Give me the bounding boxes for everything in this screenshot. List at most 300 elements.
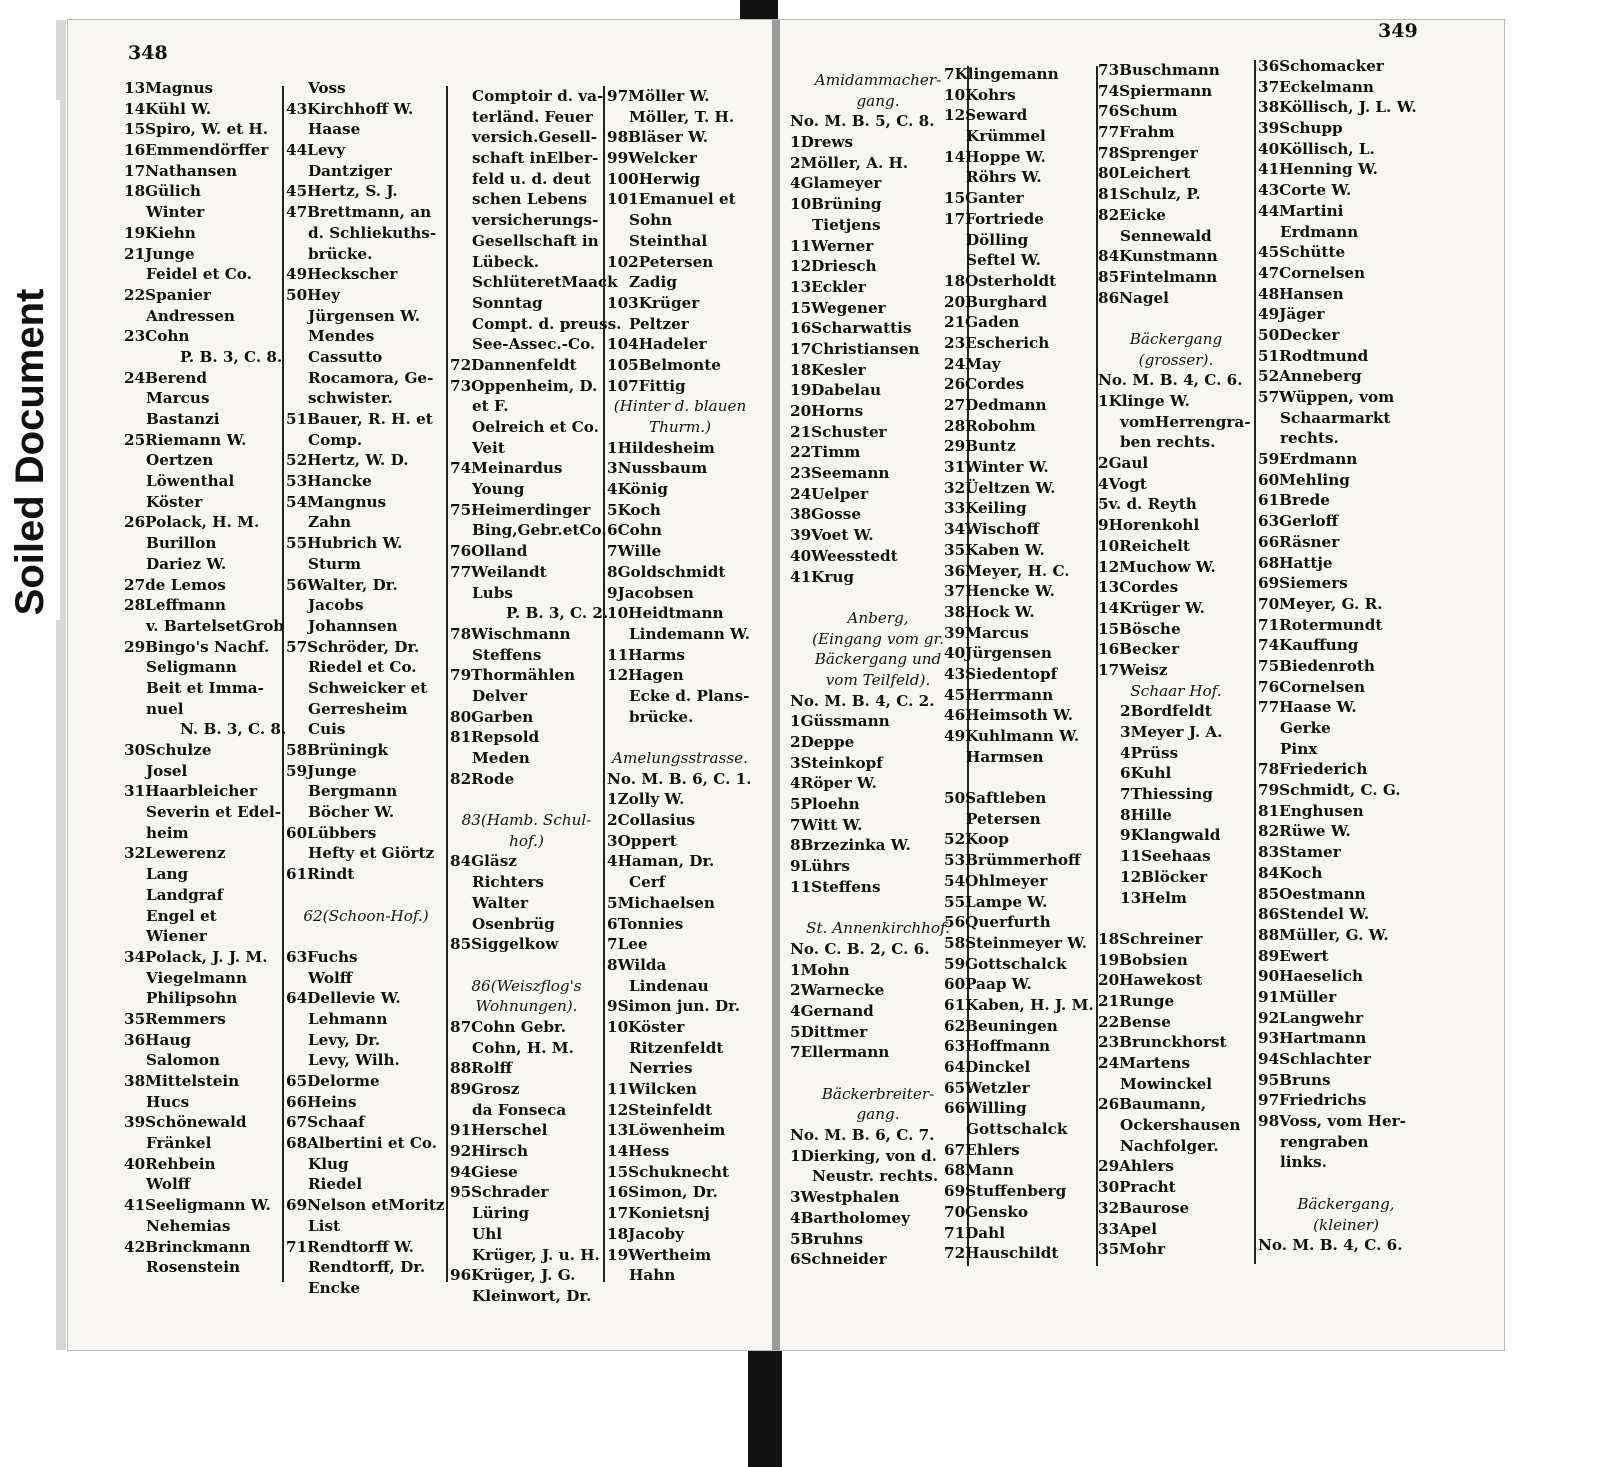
directory-entry: Ockershausen bbox=[1120, 1116, 1241, 1135]
directory-entry: 97Friedrichs bbox=[1258, 1091, 1367, 1110]
directory-entry: 14Hoppe W. bbox=[944, 147, 1046, 166]
directory-entry: 83Stamer bbox=[1258, 843, 1341, 862]
directory-entry: heim bbox=[146, 823, 189, 842]
directory-entry: 36Meyer, H. C. bbox=[944, 561, 1070, 580]
directory-entry: No. M. B. 4, C. 6. bbox=[1098, 371, 1243, 390]
directory-entry: 76Olland bbox=[450, 542, 528, 561]
directory-entry: 100Herwig bbox=[607, 169, 701, 188]
directory-entry: 15Wegener bbox=[790, 298, 886, 317]
directory-entry: 74Spiermann bbox=[1098, 81, 1213, 100]
directory-entry: 101Emanuel et bbox=[607, 190, 736, 209]
directory-entry: Köster bbox=[146, 492, 203, 511]
right-page-number: 349 bbox=[1378, 20, 1418, 42]
directory-entry: 59Gottschalck bbox=[944, 954, 1067, 973]
directory-entry: 69Stuffenberg bbox=[944, 1182, 1067, 1201]
directory-entry: 24Uelper bbox=[790, 484, 869, 503]
directory-entry: 15Schuknecht bbox=[607, 1162, 729, 1181]
directory-entry: 8Brzezinka W. bbox=[790, 836, 911, 855]
directory-entry: 15Bösche bbox=[1098, 619, 1181, 638]
directory-entry: 23Cohn bbox=[124, 327, 190, 346]
directory-entry: 38Köllisch, J. L. W. bbox=[1258, 98, 1417, 117]
directory-entry: 19Kiehn bbox=[124, 223, 196, 242]
directory-entry: 5Koch bbox=[607, 500, 661, 519]
directory-entry: versicherungs- bbox=[472, 211, 599, 230]
directory-entry: 29Bingo's Nachf. bbox=[124, 637, 270, 656]
directory-entry: 45Schütte bbox=[1258, 243, 1346, 262]
directory-entry: 52Koop bbox=[944, 830, 1009, 849]
directory-entry: 93Hartmann bbox=[1258, 1029, 1367, 1048]
directory-entry: 98Bläser W. bbox=[607, 128, 709, 147]
directory-entry: 17Christiansen bbox=[790, 339, 920, 358]
directory-entry: N. B. 3, C. 8. bbox=[180, 720, 287, 739]
directory-entry: 82Rüwe W. bbox=[1258, 822, 1351, 841]
directory-entry: 8Hille bbox=[1120, 805, 1172, 824]
directory-entry: 94Schlachter bbox=[1258, 1050, 1371, 1068]
directory-entry: 104Hadeler bbox=[607, 335, 707, 354]
directory-entry: 12Blöcker bbox=[1120, 867, 1208, 886]
directory-entry: 15Spiro, W. et H. bbox=[124, 120, 269, 139]
directory-entry: 11Werner bbox=[790, 236, 874, 255]
column-rule bbox=[1254, 60, 1256, 1264]
section-separator bbox=[790, 1063, 966, 1084]
directory-entry: 33Apel bbox=[1098, 1219, 1157, 1238]
directory-entry: 42Brinckmann bbox=[124, 1237, 251, 1256]
directory-entry: Dantziger bbox=[308, 161, 392, 180]
directory-entry: 7Lee bbox=[607, 935, 648, 954]
directory-entry: 55Lampe W. bbox=[944, 892, 1048, 911]
directory-entry: 3Westphalen bbox=[790, 1188, 900, 1207]
directory-entry: 12Hagen bbox=[607, 666, 684, 685]
directory-entry: 49Heckscher bbox=[286, 265, 398, 284]
directory-entry: 29Ahlers bbox=[1098, 1157, 1174, 1176]
directory-entry: 6Kuhl bbox=[1120, 764, 1172, 783]
directory-entry: Wolff bbox=[308, 968, 353, 987]
directory-entry: 12Driesch bbox=[790, 257, 877, 276]
directory-entry: Lindemann W. bbox=[629, 624, 751, 643]
directory-entry: No. C. B. 2, C. 6. bbox=[790, 939, 930, 958]
directory-entry: 14Kühl W. bbox=[124, 99, 212, 118]
directory-entry: 16Becker bbox=[1098, 640, 1180, 659]
directory-entry: 92Langwehr bbox=[1258, 1008, 1364, 1027]
directory-entry: 2Bordfeldt bbox=[1120, 702, 1212, 721]
directory-entry: nuel bbox=[146, 699, 184, 718]
directory-entry: 38Hock W. bbox=[944, 602, 1035, 621]
directory-entry: SchlüteretMaack bbox=[472, 273, 618, 292]
directory-entry: 80Leichert bbox=[1098, 164, 1191, 183]
directory-entry: 58Brüningk bbox=[286, 741, 389, 759]
directory-entry: 26Cordes bbox=[944, 375, 1025, 394]
column-6 bbox=[944, 64, 1098, 1264]
directory-entry: 51Bauer, R. H. et bbox=[286, 410, 433, 428]
side-tab bbox=[0, 100, 60, 620]
directory-entry: 41Seeligmann W. bbox=[124, 1196, 271, 1215]
directory-entry: 73Oppenheim, D. bbox=[450, 376, 598, 395]
directory-entry: 28Robohm bbox=[944, 416, 1036, 435]
directory-entry: schaft inElber- bbox=[472, 149, 599, 168]
directory-entry: 6Schneider bbox=[790, 1250, 887, 1269]
directory-entry: Levy, Wilh. bbox=[308, 1051, 400, 1070]
directory-entry: Severin et Edel- bbox=[146, 803, 282, 822]
directory-entry: 18Kesler bbox=[790, 360, 866, 379]
section-separator bbox=[790, 587, 966, 608]
directory-entry: 20Horns bbox=[790, 402, 864, 420]
directory-entry: Landgraf bbox=[146, 885, 224, 904]
directory-entry: Zadig bbox=[629, 273, 677, 292]
directory-entry: 36Schomacker bbox=[1258, 57, 1384, 75]
directory-entry: 4König bbox=[607, 480, 668, 499]
directory-entry: 82Rode bbox=[450, 769, 515, 788]
directory-entry: 1Drews bbox=[790, 133, 854, 152]
directory-entry: Levy, Dr. bbox=[308, 1030, 381, 1049]
directory-entry: No. M. B. 4, C. 6. bbox=[1258, 1236, 1403, 1255]
directory-entry: 19Wertheim bbox=[607, 1245, 712, 1264]
directory-entry: 89Ewert bbox=[1258, 946, 1329, 965]
directory-entry: Anberg, bbox=[847, 608, 909, 627]
directory-entry: Böcher W. bbox=[308, 803, 395, 822]
directory-entry: 40Jürgensen bbox=[944, 644, 1052, 663]
directory-entry: Bergmann bbox=[308, 782, 398, 801]
directory-entry: 11Seehaas bbox=[1120, 847, 1211, 866]
directory-entry: 4Vogt bbox=[1098, 474, 1147, 493]
directory-entry: Uhl bbox=[472, 1224, 503, 1243]
directory-entry: Thurm.) bbox=[648, 418, 712, 436]
directory-entry: 12Steinfeldt bbox=[607, 1100, 713, 1119]
directory-entry: 76Cornelsen bbox=[1258, 677, 1366, 696]
directory-entry: 16Emmendörffer bbox=[124, 141, 269, 160]
directory-entry: 38Mittelstein bbox=[124, 1072, 240, 1090]
section-separator bbox=[607, 727, 753, 748]
directory-entry: 6Tonnies bbox=[607, 914, 684, 933]
directory-entry: 81Schulz, P. bbox=[1098, 185, 1201, 204]
directory-entry: 107Fittig bbox=[607, 376, 686, 395]
directory-entry: Lüring bbox=[472, 1204, 530, 1223]
directory-entry: 12Seward bbox=[944, 106, 1028, 125]
directory-entry: 21Runge bbox=[1098, 991, 1175, 1010]
directory-entry: 1Mohn bbox=[790, 960, 850, 979]
directory-entry: Riedel et Co. bbox=[308, 658, 417, 677]
directory-entry: 37Eckelmann bbox=[1258, 77, 1374, 96]
directory-entry: brücke. bbox=[308, 244, 373, 263]
directory-entry: 62(Schoon-Hof.) bbox=[303, 906, 429, 925]
directory-entry: 69Nelson etMoritz bbox=[286, 1196, 445, 1215]
directory-entry: 63Fuchs bbox=[286, 947, 358, 966]
directory-entry: 31Winter W. bbox=[944, 458, 1049, 477]
directory-entry: Meden bbox=[472, 749, 530, 767]
directory-entry: 41Henning W. bbox=[1258, 160, 1378, 179]
column-7 bbox=[1098, 60, 1254, 1260]
spine-top bbox=[740, 0, 778, 22]
directory-entry: 4Bartholomey bbox=[790, 1208, 910, 1227]
directory-entry: 46Heimsoth W. bbox=[944, 706, 1073, 725]
directory-entry: 24May bbox=[944, 354, 1001, 373]
directory-entry: Röhrs W. bbox=[966, 168, 1042, 187]
directory-entry: 62Beuningen bbox=[944, 1016, 1058, 1035]
directory-entry: 83(Hamb. Schul- bbox=[461, 811, 592, 830]
directory-entry: 9Horenkohl bbox=[1098, 516, 1200, 535]
directory-entry: 10Köster bbox=[607, 1017, 685, 1036]
directory-entry: 2Gaul bbox=[1098, 454, 1149, 473]
directory-entry: 53Hancke bbox=[286, 472, 372, 491]
directory-entry: Ritzenfeldt bbox=[629, 1038, 724, 1057]
directory-entry: 2Warnecke bbox=[790, 981, 885, 1000]
directory-entry: 68Hattje bbox=[1258, 553, 1333, 572]
directory-entry: Veit bbox=[472, 438, 505, 457]
directory-entry: 50Saftleben bbox=[944, 789, 1047, 808]
directory-entry: 4Gernand bbox=[790, 1001, 874, 1020]
directory-entry: 84Gläsz bbox=[450, 852, 517, 871]
section-separator bbox=[286, 885, 446, 906]
directory-entry: 73Buschmann bbox=[1098, 61, 1220, 79]
directory-entry: List bbox=[308, 1216, 341, 1235]
directory-entry: 30Schulze bbox=[124, 741, 212, 759]
directory-entry: 13Eckler bbox=[790, 277, 866, 296]
directory-entry: Jürgensen W. bbox=[308, 306, 421, 325]
directory-entry: 51Rodtmund bbox=[1258, 346, 1369, 365]
directory-entry: 58Steinmeyer W. bbox=[944, 933, 1088, 952]
directory-entry: 78Friederich bbox=[1258, 760, 1368, 779]
directory-entry: 88Rolff bbox=[450, 1059, 513, 1078]
directory-entry: Amelungsstrasse. bbox=[612, 749, 748, 767]
directory-entry: Sohn bbox=[629, 211, 673, 230]
directory-entry: 82Eicke bbox=[1098, 205, 1166, 224]
directory-entry: 77Frahm bbox=[1098, 123, 1175, 142]
directory-entry: (kleiner) bbox=[1313, 1215, 1379, 1234]
directory-entry: Burillon bbox=[146, 534, 217, 553]
directory-entry: 75Heimerdinger bbox=[450, 500, 591, 519]
directory-entry: 5Ploehn bbox=[790, 795, 860, 814]
directory-entry: 95Schrader bbox=[450, 1183, 549, 1202]
directory-entry: 105Belmonte bbox=[607, 355, 721, 374]
directory-entry: 18Osterholdt bbox=[944, 271, 1057, 290]
directory-entry: 91Müller bbox=[1258, 987, 1337, 1006]
directory-entry: 75Biedenroth bbox=[1258, 656, 1375, 675]
directory-entry: (grosser). bbox=[1138, 350, 1214, 369]
section-separator bbox=[1098, 308, 1254, 329]
directory-entry: Gerresheim bbox=[308, 699, 408, 718]
directory-entry: Lübeck. bbox=[472, 252, 540, 271]
directory-entry: 18Jacoby bbox=[607, 1224, 684, 1243]
directory-entry: 86(Weiszflog's bbox=[471, 976, 582, 995]
directory-entry: 35Mohr bbox=[1098, 1240, 1166, 1259]
directory-entry: 77Weilandt bbox=[450, 562, 547, 581]
directory-entry: Gottschalck bbox=[966, 1120, 1068, 1139]
directory-entry: Nehemias bbox=[146, 1216, 231, 1235]
column-rule bbox=[603, 86, 605, 1282]
directory-entry: 3Meyer J. A. bbox=[1120, 723, 1223, 741]
directory-entry: 22Timm bbox=[790, 443, 861, 462]
directory-entry: 12Muchow W. bbox=[1098, 557, 1216, 576]
directory-entry: Cerf bbox=[629, 873, 666, 892]
directory-entry: Hahn bbox=[629, 1266, 676, 1285]
directory-entry: 45Herrmann bbox=[944, 685, 1054, 704]
directory-entry: 18Schreiner bbox=[1098, 929, 1203, 948]
directory-entry: 40Rehbein bbox=[124, 1154, 216, 1173]
directory-entry: 23Escherich bbox=[944, 333, 1050, 352]
directory-entry: 32Üeltzen W. bbox=[944, 478, 1056, 497]
directory-entry: Richters bbox=[472, 873, 544, 892]
directory-entry: 9Lührs bbox=[790, 857, 850, 876]
directory-entry: vomHerrengra- bbox=[1120, 412, 1251, 431]
directory-entry: Klug bbox=[308, 1154, 349, 1173]
directory-entry: Sonntag bbox=[472, 293, 543, 312]
directory-entry: 84Koch bbox=[1258, 863, 1323, 882]
directory-entry: 4Glameyer bbox=[790, 174, 882, 193]
directory-entry: 96Krüger, J. G. bbox=[450, 1266, 576, 1285]
directory-entry: 11Harms bbox=[607, 645, 685, 664]
directory-entry: versich.Gesell- bbox=[472, 128, 598, 147]
directory-entry: Rocamora, Ge- bbox=[308, 368, 434, 387]
directory-entry: 79Schmidt, C. G. bbox=[1258, 781, 1401, 800]
directory-entry: Encke bbox=[308, 1278, 361, 1297]
directory-entry: Jacobs bbox=[308, 596, 364, 615]
directory-entry: 40Weesstedt bbox=[790, 546, 898, 565]
directory-entry: 71Dahl bbox=[944, 1223, 1005, 1242]
directory-entry: 34Polack, J. J. M. bbox=[124, 947, 268, 966]
directory-entry: Gesellschaft in bbox=[472, 231, 599, 250]
side-label: Soiled Document bbox=[8, 288, 52, 616]
directory-entry: 23Seemann bbox=[790, 464, 890, 483]
directory-entry: P. B. 3, C. 8. bbox=[180, 347, 283, 366]
directory-entry: 20Hawekost bbox=[1098, 971, 1203, 990]
directory-entry: Bäckergang bbox=[1129, 329, 1223, 348]
directory-entry: 5v. d. Reyth bbox=[1098, 495, 1197, 514]
directory-entry: 76Schum bbox=[1098, 102, 1178, 121]
directory-entry: 91Herschel bbox=[450, 1121, 548, 1140]
directory-entry: 20Burghard bbox=[944, 292, 1048, 311]
directory-entry: 39Schupp bbox=[1258, 119, 1343, 138]
column-8 bbox=[1258, 56, 1434, 1256]
directory-entry: 56Walter, Dr. bbox=[286, 575, 398, 594]
directory-entry: Gerke bbox=[1280, 719, 1331, 737]
directory-entry: 7Ellermann bbox=[790, 1043, 890, 1062]
directory-entry: 1Güssmann bbox=[790, 712, 890, 731]
directory-entry: Zahn bbox=[308, 513, 352, 532]
directory-entry: 5Michaelsen bbox=[607, 893, 715, 912]
directory-entry: (Eingang vom gr. bbox=[812, 629, 944, 648]
directory-entry: 37Hencke W. bbox=[944, 582, 1055, 601]
directory-entry: 44Levy bbox=[286, 141, 346, 160]
directory-entry: Josel bbox=[146, 761, 188, 780]
directory-entry: Riedel bbox=[308, 1175, 363, 1194]
column-5 bbox=[790, 70, 966, 1270]
directory-entry: 22Bense bbox=[1098, 1012, 1171, 1031]
directory-entry: 86Stendel W. bbox=[1258, 905, 1370, 924]
directory-entry: feld u. d. deut bbox=[472, 169, 592, 188]
directory-entry: Osenbrüg bbox=[472, 914, 555, 933]
directory-entry: 50Hey bbox=[286, 285, 340, 304]
spine-bottom bbox=[748, 1342, 782, 1467]
column-3 bbox=[450, 86, 622, 1307]
directory-entry: 102Petersen bbox=[607, 252, 714, 271]
directory-entry: Lang bbox=[146, 865, 189, 884]
directory-entry: Young bbox=[472, 480, 525, 499]
directory-entry: 72Hauschildt bbox=[944, 1244, 1059, 1263]
directory-entry: Andressen bbox=[146, 306, 235, 325]
directory-entry: Kleinwort, Dr. bbox=[472, 1286, 592, 1305]
directory-entry: Sennewald bbox=[1120, 226, 1212, 245]
directory-entry: 11Steffens bbox=[790, 877, 881, 896]
directory-entry: 74Meinardus bbox=[450, 459, 563, 478]
directory-entry: 22Spanier bbox=[124, 285, 212, 304]
directory-entry: Harmsen bbox=[966, 747, 1044, 766]
directory-entry: 48Hansen bbox=[1258, 284, 1344, 303]
directory-entry: 44Martini bbox=[1258, 201, 1344, 220]
directory-entry: gang. bbox=[856, 1105, 900, 1124]
directory-entry: Bastanzi bbox=[146, 410, 220, 428]
directory-entry: 1Dierking, von d. bbox=[790, 1146, 937, 1165]
directory-entry: 54Mangnus bbox=[286, 492, 387, 511]
directory-entry: Steinthal bbox=[629, 231, 708, 250]
directory-entry: 66Heins bbox=[286, 1092, 357, 1111]
directory-entry: 55Hubrich W. bbox=[286, 534, 403, 553]
directory-entry: schwister. bbox=[308, 389, 393, 408]
directory-entry: 9Jacobsen bbox=[607, 583, 694, 602]
directory-entry: 7Witt W. bbox=[790, 815, 863, 834]
directory-entry: Tietjens bbox=[812, 215, 881, 234]
directory-entry: Voss bbox=[308, 79, 346, 97]
directory-entry: See-Assec.-Co. bbox=[472, 335, 596, 354]
directory-entry: 78Sprenger bbox=[1098, 143, 1198, 162]
directory-entry: 27de Lemos bbox=[124, 575, 226, 594]
directory-entry: 67Schaaf bbox=[286, 1113, 365, 1132]
directory-entry: Nachfolger. bbox=[1120, 1136, 1219, 1155]
directory-entry: 77Haase W. bbox=[1258, 698, 1357, 717]
directory-entry: Wohnungen). bbox=[475, 997, 578, 1016]
directory-entry: 21Gaden bbox=[944, 313, 1020, 332]
directory-entry: Bäckerbreiter- bbox=[821, 1084, 935, 1103]
directory-entry: Oelreich et Co. bbox=[472, 418, 599, 436]
directory-entry: 17Konietsnj bbox=[607, 1204, 710, 1223]
directory-entry: 11Wilcken bbox=[607, 1080, 697, 1098]
book-gutter bbox=[772, 20, 780, 1350]
directory-entry: 81Enghusen bbox=[1258, 801, 1364, 820]
directory-entry: No. M. B. 6, C. 7. bbox=[790, 1126, 935, 1145]
directory-entry: 43Siedentopf bbox=[944, 664, 1058, 683]
directory-entry: Dölling bbox=[966, 230, 1029, 249]
directory-entry: Krüger, J. u. H. bbox=[472, 1245, 600, 1264]
directory-entry: Dariez W. bbox=[146, 554, 227, 573]
section-separator bbox=[1258, 1173, 1434, 1194]
directory-entry: 103Krüger bbox=[607, 293, 700, 312]
directory-entry: da Fonseca bbox=[472, 1100, 567, 1119]
directory-entry: 99Welcker bbox=[607, 149, 697, 168]
directory-entry: Fränkel bbox=[146, 1134, 212, 1153]
directory-entry: No. M. B. 4, C. 2. bbox=[790, 691, 935, 710]
directory-entry: 39Voet W. bbox=[790, 526, 874, 545]
directory-entry: gang. bbox=[856, 91, 900, 110]
directory-entry: 10Reichelt bbox=[1098, 536, 1190, 555]
directory-entry: Lubs bbox=[472, 583, 513, 602]
directory-entry: 49Jäger bbox=[1258, 305, 1325, 324]
directory-entry: v. BartelsetGrob bbox=[146, 616, 284, 635]
directory-entry: 19Dabelau bbox=[790, 381, 882, 400]
directory-entry: 17Fortriede bbox=[944, 209, 1044, 228]
column-2 bbox=[286, 78, 446, 1299]
directory-entry: 97Möller W. bbox=[607, 87, 710, 105]
directory-entry: Lindenau bbox=[629, 976, 709, 995]
directory-entry: 71Rotermundt bbox=[1258, 615, 1383, 634]
directory-entry: Salomon bbox=[146, 1051, 220, 1070]
directory-entry: 1Hildesheim bbox=[607, 438, 715, 457]
directory-entry: 36Haug bbox=[124, 1030, 191, 1049]
directory-entry: 49Kuhlmann W. bbox=[944, 727, 1080, 745]
directory-entry: hof.) bbox=[509, 831, 544, 850]
directory-entry: 35Kaben W. bbox=[944, 540, 1045, 559]
directory-entry: 23Brunckhorst bbox=[1098, 1033, 1227, 1052]
directory-entry: 2Möller, A. H. bbox=[790, 153, 909, 172]
directory-entry: 69Siemers bbox=[1258, 574, 1348, 593]
directory-entry: Löwenthal bbox=[146, 472, 235, 491]
